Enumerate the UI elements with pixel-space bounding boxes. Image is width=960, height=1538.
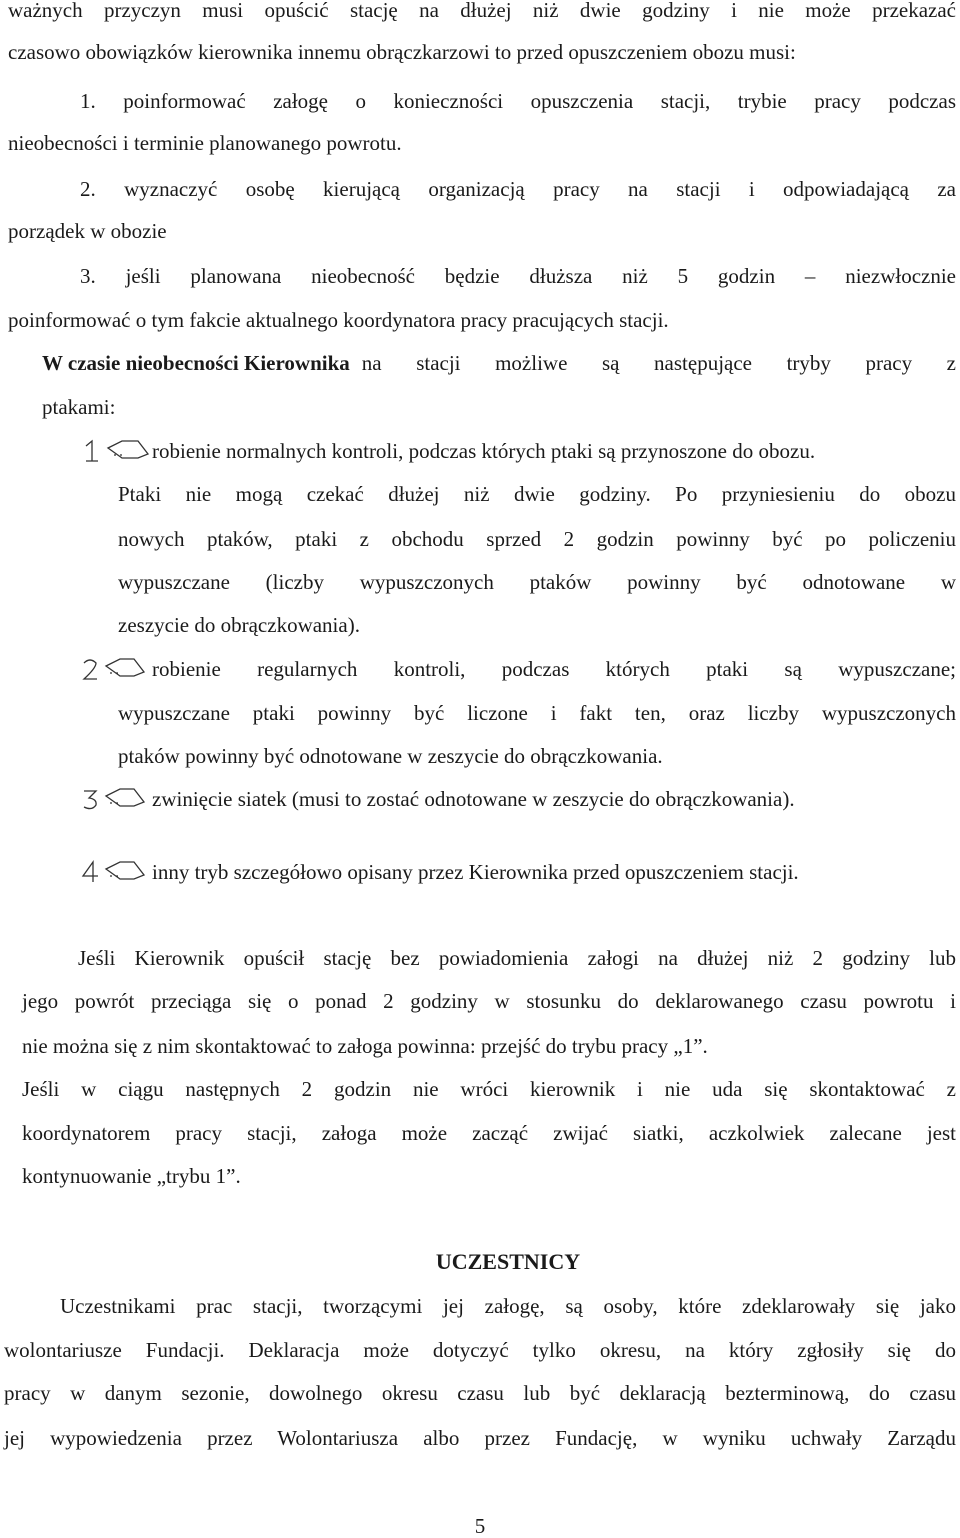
- section-line-1: Uczestnikami prac stacji, tworzącymi jej załogę, są osoby, które zdeklarowały się jako: [60, 1294, 956, 1318]
- mode-1-marker-icon: [80, 438, 150, 464]
- after-p1-line-3: nie można się z nim skontaktować to załoga powinna: przejść do trybu pracy „1”.: [22, 1034, 708, 1058]
- section-line-3: pracy w danym sezonie, dowolnego okresu czasu lub być deklaracją bezterminową, do czasu: [4, 1381, 956, 1405]
- mode-2-line-1: robienie regularnych kontroli, podczas których ptaki są wypuszczane;: [152, 657, 956, 681]
- page-number: 5: [474, 1514, 486, 1538]
- mode-1-line-2: Ptaki nie mogą czekać dłużej niż dwie godziny. Po przyniesieniu do obozu: [118, 482, 956, 506]
- intro-line-1: ważnych przyczyn musi opuścić stację na dłużej niż dwie godziny i nie może przekazać: [8, 0, 956, 22]
- after-p1-line-2: jego powrót przeciąga się o ponad 2 godziny w stosunku do deklarowanego czasu powrotu i: [22, 989, 956, 1013]
- mode-2-line-2: wypuszczane ptaki powinny być liczone i fakt ten, oraz liczby wypuszczonych: [118, 701, 956, 725]
- after-p1-line-1: Jeśli Kierownik opuścił stację bez powiadomienia załogi na dłużej niż 2 godziny lub: [78, 946, 956, 970]
- numbered-item-1-line-1: 1. poinformować załogę o konieczności opuszczenia stacji, trybie pracy podczas: [80, 89, 956, 113]
- after-p2-line-2: koordynatorem pracy stacji, załoga może zacząć zwijać siatki, aczkolwiek zalecane jest: [22, 1121, 956, 1145]
- mode-2-line-3: ptaków powinny być odnotowane w zeszycie do obrączkowania.: [118, 744, 663, 768]
- absence-bold-lead: W czasie nieobecności Kierownika: [42, 351, 350, 375]
- absence-line-1-rest: na stacji możliwe są następujące tryby pracy z: [361, 351, 956, 375]
- mode-3-marker-icon: [80, 786, 150, 812]
- after-p2-line-3: kontynuowanie „trybu 1”.: [22, 1164, 241, 1188]
- section-line-4: jej wypowiedzenia przez Wolontariusza albo przez Fundację, w wyniku uchwały Zarządu: [4, 1426, 956, 1450]
- mode-4-marker-icon: [80, 859, 150, 885]
- mode-1-line-3: nowych ptaków, ptaki z obchodu sprzed 2 godzin powinny być po policzeniu: [118, 527, 956, 551]
- absence-line-2: ptakami:: [42, 395, 116, 419]
- numbered-item-3-line-2: poinformować o tym fakcie aktualnego koordynatora pracy pracujących stacji.: [8, 308, 669, 332]
- mode-1-line-4: wypuszczane (liczby wypuszczonych ptaków powinny być odnotowane w: [118, 570, 956, 594]
- numbered-item-3-line-1: 3. jeśli planowana nieobecność będzie dłuższa niż 5 godzin – niezwłocznie: [80, 264, 956, 288]
- mode-1-line-5: zeszycie do obrączkowania).: [118, 613, 360, 637]
- intro-line-2: czasowo obowiązków kierownika innemu obrączkarzowi to przed opuszczeniem obozu musi:: [8, 40, 796, 64]
- absence-line-1: [42, 351, 956, 375]
- numbered-item-2-line-2: porządek w obozie: [8, 219, 167, 243]
- mode-2-marker-icon: [80, 656, 150, 682]
- mode-3-line-1: zwinięcie siatek (musi to zostać odnotowane w zeszycie do obrączkowania).: [152, 787, 795, 811]
- section-heading: UCZESTNICY: [435, 1249, 581, 1274]
- numbered-item-2-line-1: 2. wyznaczyć osobę kierującą organizacją pracy na stacji i odpowiadającą za: [80, 177, 956, 201]
- after-p2-line-1: Jeśli w ciągu następnych 2 godzin nie wróci kierownik i nie uda się skontaktować z: [22, 1077, 956, 1101]
- section-line-2: wolontariusze Fundacji. Deklaracja może dotyczyć tylko okresu, na który zgłosiły się do: [4, 1338, 956, 1362]
- numbered-item-1-line-2: nieobecności i terminie planowanego powrotu.: [8, 131, 402, 155]
- mode-4-line-1: inny tryb szczegółowo opisany przez Kierownika przed opuszczeniem stacji.: [152, 860, 799, 884]
- mode-1-line-1: robienie normalnych kontroli, podczas których ptaki są przynoszone do obozu.: [152, 439, 816, 463]
